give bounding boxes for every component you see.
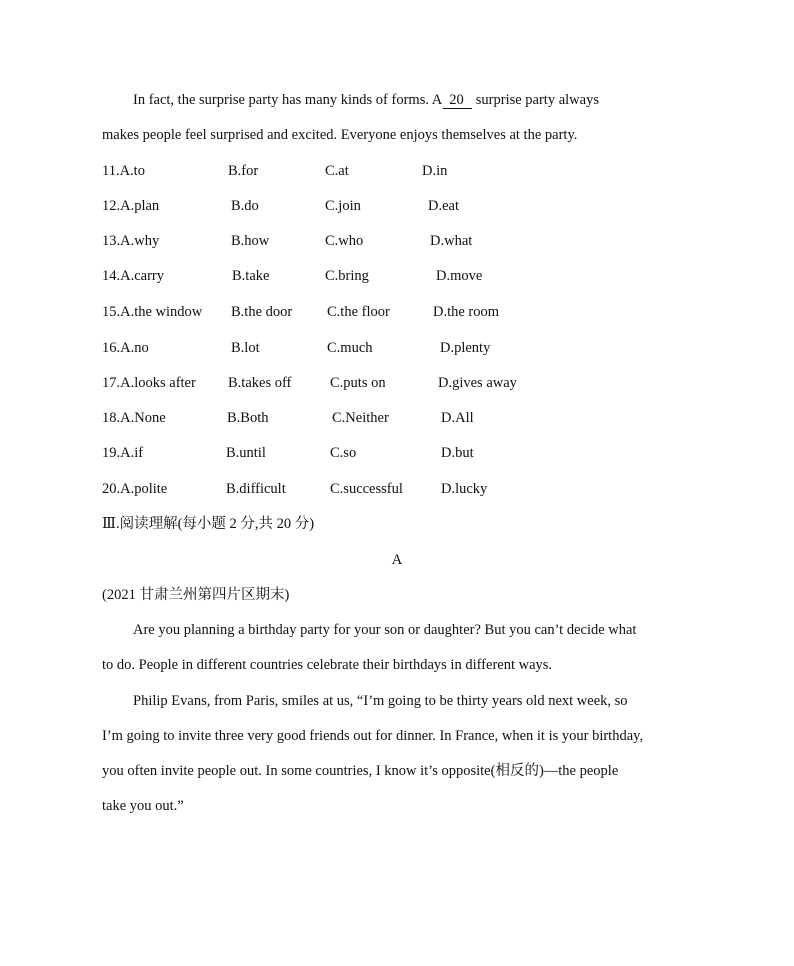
option-d: D.but	[441, 445, 474, 461]
option-d: D.lucky	[441, 481, 488, 497]
option-c: C.Neither	[332, 410, 389, 426]
option-a: 13.A.why	[102, 233, 160, 249]
option-a: 15.A.the window	[102, 304, 203, 320]
source-note: (2021 甘肃兰州第四片区期末)	[102, 587, 290, 603]
option-a: 19.A.if	[102, 445, 144, 461]
option-c: C.so	[330, 445, 357, 461]
passage-line: to do. People in different countries celebrate their birthdays in different ways.	[102, 657, 553, 673]
option-d: D.the room	[433, 304, 500, 320]
option-b: B.until	[226, 445, 266, 461]
option-d: D.what	[430, 233, 473, 249]
option-d: D.in	[422, 163, 448, 179]
option-a: 14.A.carry	[102, 268, 165, 284]
option-b: B.how	[231, 233, 270, 249]
passage-line: Philip Evans, from Paris, smiles at us, “I’m going to be thirty years old next week, so	[133, 693, 628, 709]
option-d: D.eat	[428, 198, 459, 214]
option-a: 20.A.polite	[102, 481, 168, 497]
passage-text: surprise party always	[475, 92, 599, 108]
option-d: D.move	[436, 268, 483, 284]
passage-line: you often invite people out. In some countries, I know it’s opposite(相反的)—the people	[102, 763, 619, 779]
passage-line: I’m going to invite three very good friends out for dinner. In France, when it is your birthday,	[102, 728, 644, 744]
option-d: D.gives away	[438, 375, 517, 391]
option-c: C.join	[325, 198, 361, 214]
passage-text: In fact, the surprise party has many kinds of forms. A	[133, 92, 443, 108]
option-b: B.difficult	[226, 481, 286, 497]
option-c: C.successful	[330, 481, 403, 497]
option-a: 17.A.looks after	[102, 375, 196, 391]
passage-line: makes people feel surprised and excited. Everyone enjoys themselves at the party.	[102, 127, 578, 143]
option-a: 16.A.no	[102, 340, 149, 356]
option-b: B.Both	[227, 410, 269, 426]
option-a: 12.A.plan	[102, 198, 160, 214]
option-c: C.much	[327, 340, 373, 356]
passage-line	[133, 91, 599, 109]
option-b: B.takes off	[228, 375, 292, 391]
option-c: C.who	[325, 233, 364, 249]
option-d: D.All	[441, 410, 474, 426]
passage-line: Are you planning a birthday party for your son or daughter? But you can’t decide what	[133, 622, 637, 638]
option-b: B.lot	[231, 340, 260, 356]
part-label: A	[391, 552, 403, 568]
option-c: C.the floor	[327, 304, 390, 320]
option-b: B.for	[228, 163, 259, 179]
option-d: D.plenty	[440, 340, 491, 356]
section-heading: Ⅲ.阅读理解(每小题 2 分,共 20 分)	[102, 516, 315, 532]
option-c: C.at	[325, 163, 349, 179]
option-a: 18.A.None	[102, 410, 166, 426]
option-a: 11.A.to	[102, 163, 145, 179]
option-b: B.take	[232, 268, 270, 284]
option-c: C.puts on	[330, 375, 386, 391]
passage-line: take you out.”	[102, 798, 184, 814]
answer-blank: 20	[443, 93, 472, 109]
option-b: B.the door	[231, 304, 293, 320]
option-b: B.do	[231, 198, 259, 214]
option-c: C.bring	[325, 268, 369, 284]
